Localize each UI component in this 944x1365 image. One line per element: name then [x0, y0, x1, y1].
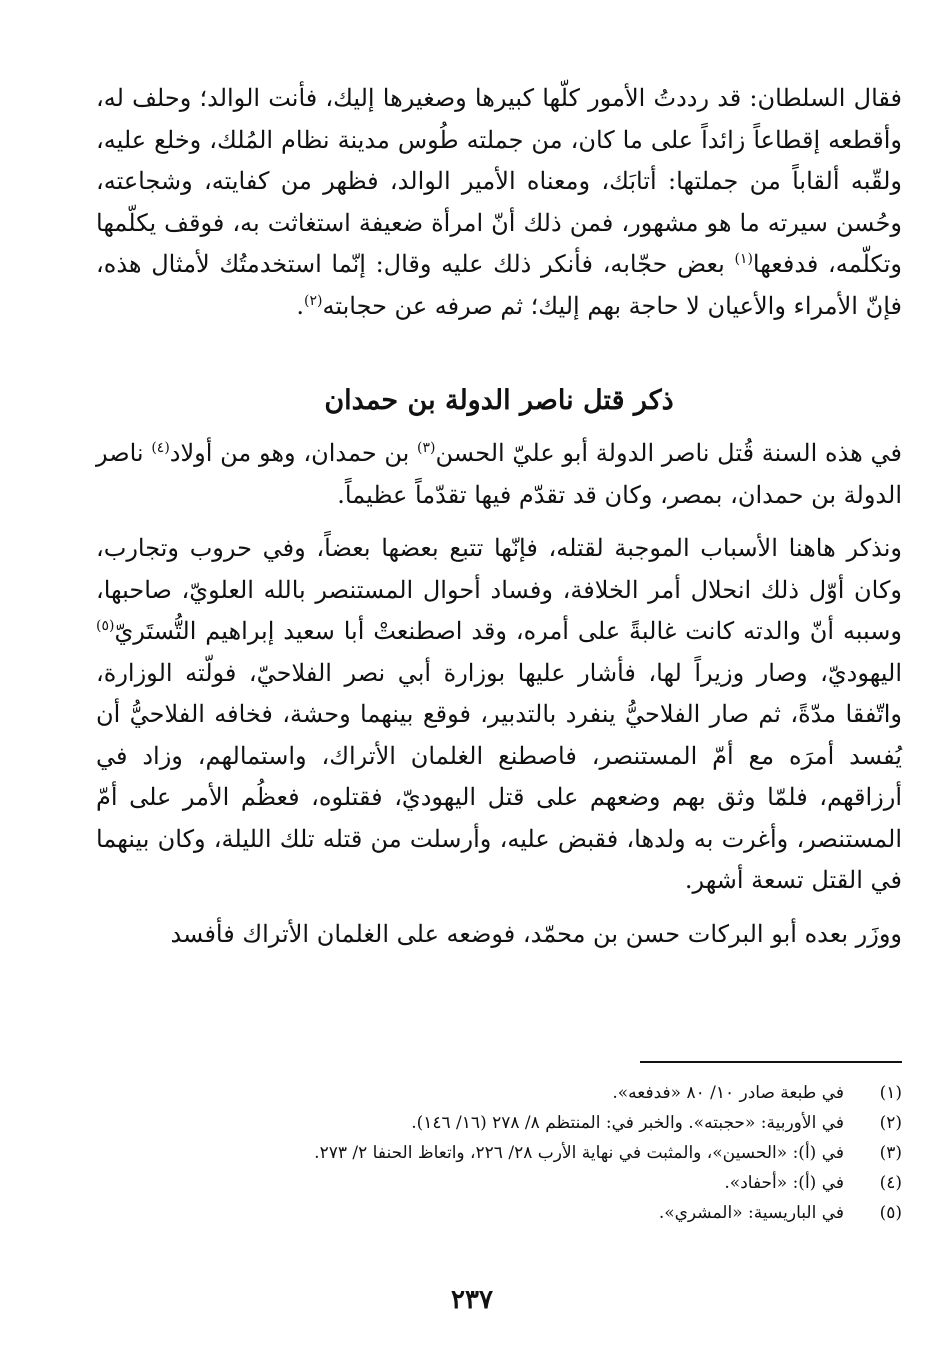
footnote-item — [252, 1078, 902, 1108]
p2-text-a: ونذكر هاهنا الأسباب الموجبة لقتله، فإنّها تتبع بعضها بعضاً، وفي حروب وتجارب، وكان أوّل ذلك انحلال أمر الخلافة، وفساد أحوال المستنصر بالله العلويّ، صاحبها، وسببه أنّ والدته كانت غالبةً على أمره، وقد اصطنعتْ أبا سعيد إبراهيم التُّستَريّ — [96, 534, 902, 645]
footnotes-list — [252, 1078, 902, 1228]
footnote-text: في الأوربية: «حجبته». والخبر في: المنتظم ٨/ ٢٧٨ (١٦/ ١٤٦). — [411, 1113, 844, 1133]
footnote-ref-1[interactable]: (١) — [734, 251, 753, 267]
section-heading: ذكر قتل ناصر الدولة بن حمدان — [324, 385, 674, 416]
footnote-number: (٥) — [879, 1203, 902, 1223]
footnote-ref-3[interactable]: (٣) — [417, 440, 436, 456]
footnote-number: (٢) — [879, 1113, 902, 1133]
footnote-number: (٣) — [879, 1143, 902, 1163]
section-paragraph-1 — [96, 433, 902, 516]
intro-text-b: بعض حجّابه، فأنكر ذلك عليه وقال: إنّما استخدمتُك لأمثال هذه، فإنّ الأمراء والأعيان لا حاجة بهم إليك؛ ثم صرفه عن حجابته — [96, 250, 902, 320]
footnote-item — [252, 1138, 902, 1168]
footnote-ref-5[interactable]: (٥) — [96, 618, 115, 634]
intro-text-a: فقال السلطان: قد رددتُ الأمور كلّها كبيرها وصغيرها إليك، فأنت الوالد؛ وحلف له، وأقطعه إقطاعاً زائداً على ما كان، من جملته طُوس مدينة نظام المُلك، وخلع عليه، ولقّبه ألقاباً من جملتها: أتابَك، ومعناه الأمير الوالد، فظهر من كفايته، وشجاعته، وحُسن سيرته ما هو مشهور، فمن ذلك أنّ امرأة ضعيفة استغاثت به، فوقف يكلّمها وتكلّمه، فدفعها — [96, 84, 902, 278]
p2-text-b: اليهوديّ، وصار وزيراً لها، فأشار عليها بوزارة أبي نصر الفلاحيّ، فولّته الوزارة، واتّفقا مدّةً، ثم صار الفلاحيُّ ينفرد بالتدبير، فوقع بينهما وحشة، فخافه الفلاحيُّ أن يُفسد أمرَه مع أمّ المستنصر، فاصطنع الغلمان الأتراك، واستمالهم، وزاد في أرزاقهم، فلمّا وثق بهم وضعهم على قتل اليهوديّ، فقتلوه، فعظُم الأمر على أمّ المستنصر، وأغرت به ولدها، فقبض عليه، وأرسلت من قتله تلك الليلة، وكان بينهما في القتل تسعة أشهر. — [96, 658, 902, 894]
intro-text-c: . — [296, 291, 305, 320]
p1-text-a: في هذه السنة قُتل ناصر الدولة أبو عليّ الحسن — [435, 439, 903, 467]
footnote-item — [252, 1108, 902, 1138]
footnote-text: في (أ): «أحفاد». — [724, 1173, 844, 1193]
footnote-item — [252, 1198, 902, 1228]
section-paragraph-2 — [96, 528, 902, 902]
page-number: ٢٣٧ — [451, 1285, 493, 1315]
section-paragraph-3: ووزَر بعده أبو البركات حسن بن محمّد، فوضعه على الغلمان الأتراك فأفسد — [170, 919, 902, 948]
footnote-text: في الباريسية: «المشري». — [658, 1203, 844, 1223]
footnote-number: (١) — [879, 1083, 902, 1103]
footnote-divider — [640, 1061, 902, 1063]
intro-paragraph — [96, 78, 902, 327]
p1-text-b: بن حمدان، وهو من أولاد — [169, 439, 418, 467]
footnote-item — [252, 1168, 902, 1198]
page-body — [96, 78, 902, 955]
footnote-ref-2[interactable]: (٢) — [304, 292, 323, 309]
footnote-text: في (أ): «الحسين»، والمثبت في نهاية الأرب ٢٨/ ٢٢٦، واتعاظ الحنفا ٢/ ٢٧٣. — [314, 1143, 844, 1163]
p1-text-c: ناصر الدولة بن حمدان، بمصر، وكان قد تقدّم فيها تقدّماً عظيماً. — [96, 439, 902, 509]
footnote-text: في طبعة صادر ١٠/ ٨٠ «فدفعه». — [612, 1083, 844, 1103]
footnote-ref-4[interactable]: (٤) — [151, 440, 170, 456]
footnote-number: (٤) — [879, 1173, 902, 1193]
